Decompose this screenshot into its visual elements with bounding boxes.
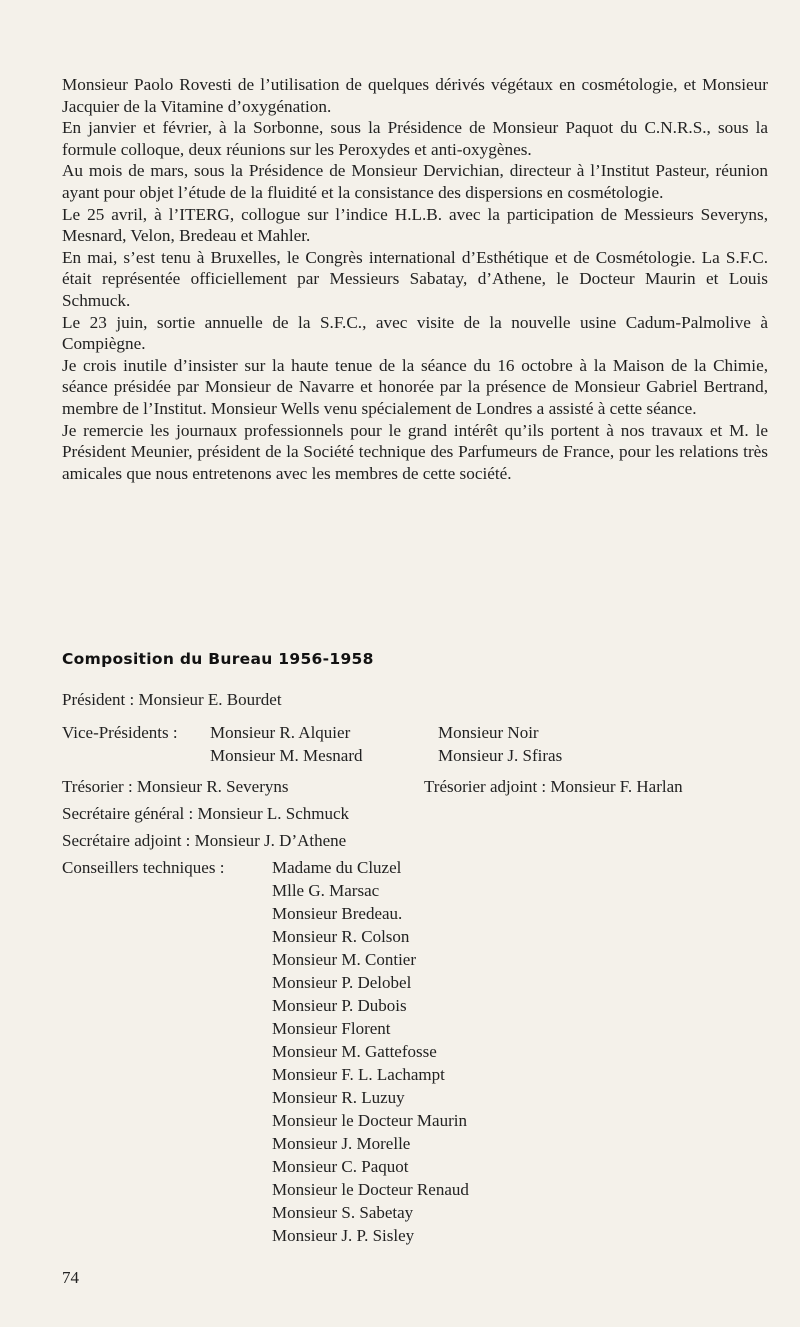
paragraph: Je crois inutile d’insister sur la haute tenue de la séance du 16 octobre à la Maison de la Chimie, séance présidée par Monsieur de Navarre et honorée par la présence de Monsieur Gabriel Bertrand, membre de l’Institut. Monsieur Wells venu spécialement de Londres a assisté à cette séance. (62, 355, 768, 418)
general-secretary-line: Secrétaire général : Monsieur L. Schmuck (62, 804, 350, 823)
deputy-treasurer-line: Trésorier adjoint : Monsieur F. Harlan (424, 777, 683, 796)
adviser-name: Monsieur le Docteur Renaud (272, 1180, 469, 1199)
adviser-name: Monsieur S. Sabetay (272, 1203, 414, 1222)
adviser-name: Monsieur Bredeau. (272, 904, 403, 923)
adviser-name: Monsieur P. Dubois (272, 996, 407, 1015)
adviser-name: Monsieur R. Colson (272, 927, 410, 946)
paragraph: Le 25 avril, à l’ITERG, collogue sur l’indice H.L.B. avec la participation de Messieurs Severyns, Mesnard, Velon, Bredeau et Mahler. (62, 204, 768, 246)
adviser-name: Monsieur M. Gattefosse (272, 1042, 437, 1061)
paragraph: Je remercie les journaux professionnels pour le grand intérêt qu’ils portent à nos travaux et M. le Président Meunier, président de la Société technique des Parfumeurs de France, pour les relations très amicales que nous entretenons avec les membres de cette société. (62, 420, 768, 483)
adviser-name: Monsieur F. L. Lachampt (272, 1065, 445, 1084)
adviser-name: Monsieur J. Morelle (272, 1134, 411, 1153)
vice-president-name: Monsieur Noir (438, 723, 539, 742)
adviser-name: Monsieur P. Delobel (272, 973, 412, 992)
adviser-name: Monsieur J. P. Sisley (272, 1226, 415, 1245)
paragraph: Monsieur Paolo Rovesti de l’utilisation de quelques dérivés végétaux en cosmétologie, et Monsieur Jacquier de la Vitamine d’oxygénation. (62, 75, 768, 116)
page-number: 74 (62, 1268, 79, 1287)
president-line: Président : Monsieur E. Bourdet (62, 690, 282, 709)
deputy-secretary-line: Secrétaire adjoint : Monsieur J. D’Athene (62, 831, 347, 850)
technical-advisers-label: Conseillers techniques : (62, 858, 225, 877)
adviser-name: Monsieur le Docteur Maurin (272, 1111, 467, 1130)
vice-president-name: Monsieur R. Alquier (210, 723, 351, 742)
vice-presidents-label: Vice-Présidents : (62, 723, 178, 742)
treasurer-line: Trésorier : Monsieur R. Severyns (62, 777, 289, 796)
paragraph: Le 23 juin, sortie annuelle de la S.F.C., avec visite de la nouvelle usine Cadum-Palmolive à Compiègne. (62, 312, 768, 354)
adviser-name: Mlle G. Marsac (272, 881, 380, 900)
paragraph: En mai, s’est tenu à Bruxelles, le Congrès international d’Esthétique et de Cosmétologie. La S.F.C. était représentée officiellement par Messieurs Sabatay, d’Athene, le Docteur Maurin et Louis Schmuck. (62, 247, 768, 310)
adviser-name: Monsieur C. Paquot (272, 1157, 409, 1176)
paragraph: Au mois de mars, sous la Présidence de Monsieur Dervichian, directeur à l’Institut Pasteur, réunion ayant pour objet l’étude de la fluidité et la consistance des dispersions en cosmétologie. (62, 161, 768, 202)
adviser-name: Monsieur M. Contier (272, 950, 417, 969)
paragraph: En janvier et février, à la Sorbonne, sous la Présidence de Monsieur Paquot du C.N.R.S., sous la formule colloque, deux réunions sur les Peroxydes et anti-oxygènes. (62, 118, 768, 159)
report-text (62, 74, 768, 484)
vice-president-name: Monsieur J. Sfiras (438, 746, 563, 765)
adviser-name: Madame du Cluzel (272, 858, 402, 877)
adviser-name: Monsieur R. Luzuy (272, 1088, 405, 1107)
section-title: Composition du Bureau 1956-1958 (62, 650, 374, 668)
vice-president-name: Monsieur M. Mesnard (210, 746, 363, 765)
adviser-name: Monsieur Florent (272, 1019, 391, 1038)
